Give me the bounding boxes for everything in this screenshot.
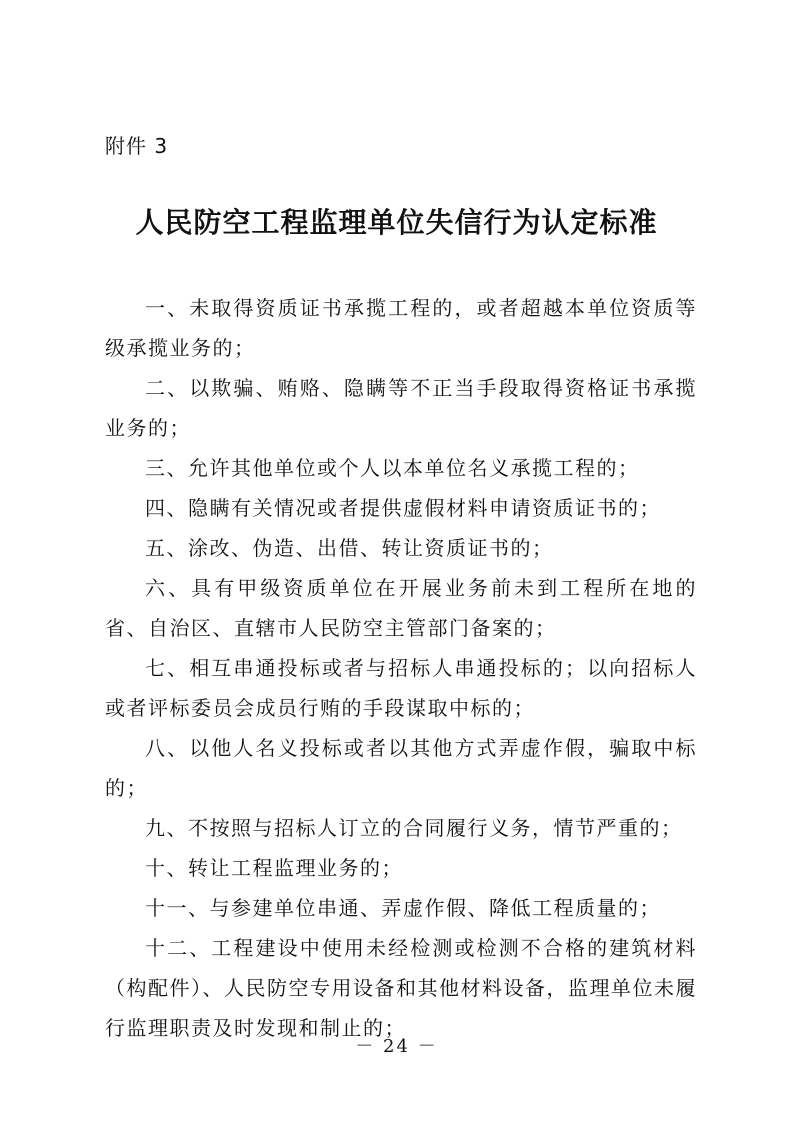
- page-number: － 24 －: [355, 1036, 438, 1057]
- paragraph: 六、具有甲级资质单位在开展业务前未到工程所在地的省、自治区、直辖市人民防空主管部门备案的；: [105, 576, 697, 640]
- paragraph: 一、未取得资质证书承揽工程的，或者超越本单位资质等级承揽业务的；: [105, 296, 697, 360]
- attachment-label: 附件 3: [105, 134, 169, 158]
- paragraph: 四、隐瞒有关情况或者提供虚假材料申请资质证书的；: [145, 496, 661, 520]
- paragraph: 二、以欺骗、贿赂、隐瞒等不正当手段取得资格证书承揽业务的；: [105, 376, 697, 440]
- paragraph: 十一、与参建单位串通、弄虚作假、降低工程质量的；: [145, 896, 661, 920]
- paragraph: 三、允许其他单位或个人以本单位名义承揽工程的；: [145, 456, 640, 480]
- paragraph: 十、转让工程监理业务的；: [145, 856, 403, 880]
- document-body: [105, 288, 697, 1048]
- paragraph: 十二、工程建设中使用未经检测或检测不合格的建筑材料（构配件）、人民防空专用设备和其他材料设备，监理单位未履行监理职责及时发现和制止的；: [105, 936, 697, 1040]
- paragraph: 五、涂改、伪造、出借、转让资质证书的；: [145, 536, 554, 560]
- paragraph: 八、以他人名义投标或者以其他方式弄虚作假，骗取中标的；: [105, 736, 697, 800]
- paragraph: 七、相互串通投标或者与招标人串通投标的；以向招标人或者评标委员会成员行贿的手段谋取中标的；: [105, 656, 697, 720]
- document-title: 人民防空工程监理单位失信行为认定标准: [135, 206, 658, 239]
- paragraph: 九、不按照与招标人订立的合同履行义务，情节严重的；: [145, 816, 683, 840]
